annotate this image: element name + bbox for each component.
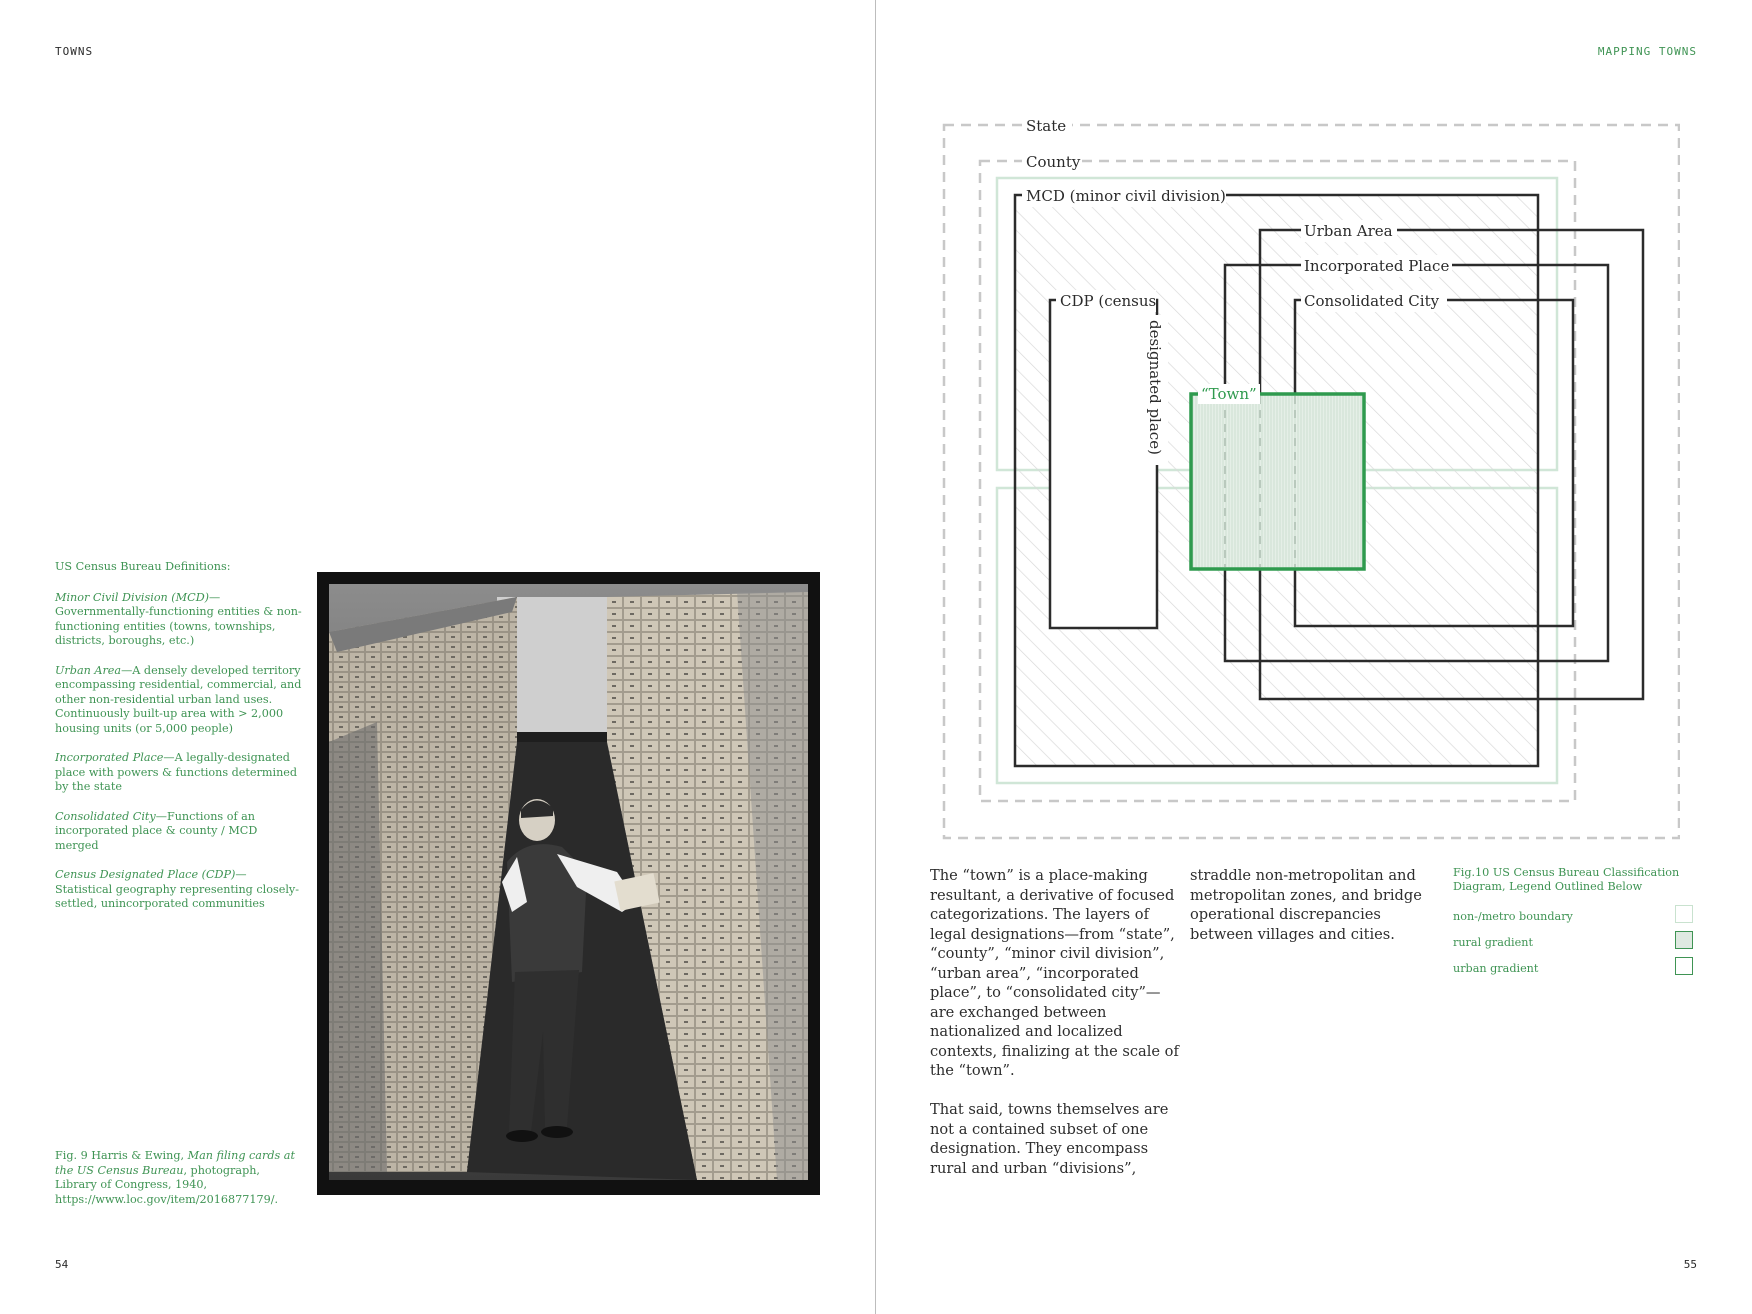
definition-text: —Governmentally-functioning entities & non-functioning entities (towns, townships, districts, boroughs, etc.) (55, 590, 302, 647)
legend-swatch-boundary (1675, 905, 1693, 923)
label-mcd: MCD (minor civil division) (1026, 187, 1226, 205)
definition-term: Incorporated Place (55, 751, 164, 764)
definition-consolidated-city (55, 810, 303, 854)
legend-label: rural gradient (1453, 936, 1533, 949)
body-paragraph-2: That said, towns themselves are not a contained subset of one designation. They encompass rural and urban “divisions”, (930, 1101, 1169, 1177)
page-gutter (875, 0, 876, 1314)
legend-label: non-/metro boundary (1453, 910, 1573, 923)
body-column-2 (1190, 866, 1435, 964)
legend-swatch-rural (1675, 931, 1693, 949)
diagram-legend (1453, 866, 1698, 988)
definition-text: —Functions of an incorporated place & county / MCD merged (55, 809, 258, 852)
definition-text: —Statistical geography representing closely-settled, unincorporated communities (55, 868, 300, 910)
label-consolidated-city: Consolidated City (1304, 292, 1440, 310)
running-head-right: MAPPING TOWNS (1597, 45, 1697, 58)
legend-figure-caption: Fig.10 US Census Bureau Classification Diagram, Legend Outlined Below (1453, 866, 1680, 893)
running-head-left: TOWNS (55, 45, 94, 58)
caption-title: Man filing cards at the US Census Bureau (55, 1149, 295, 1177)
caption-prefix: Fig. 9 Harris & Ewing, (55, 1149, 188, 1162)
body-paragraph-3: straddle non-metropolitan and metropolitan zones, and bridge operational discrepancies between villages and cities. (1190, 867, 1422, 943)
classification-diagram (940, 115, 1680, 845)
definition-term: Urban Area (55, 663, 122, 677)
label-town: “Town” (1201, 385, 1257, 403)
archival-photograph (317, 572, 820, 1195)
body-column-1 (930, 866, 1180, 1198)
legend-item-boundary (1453, 910, 1698, 936)
label-incorporated-place: Incorporated Place (1304, 257, 1450, 275)
definition-cdp (55, 868, 303, 912)
label-urban-area: Urban Area (1304, 222, 1393, 240)
caption-suffix: , photograph, Library of Congress, 1940, https://www.loc.gov/item/2016877179/. (55, 1163, 279, 1206)
left-page (0, 0, 875, 1314)
definition-text: —A densely developed territory encompassing residential, commercial, and other non-residential urban land uses. Continuously built-up area with > 2,000 housing units (or 5,000 people) (55, 663, 302, 735)
definition-mcd (55, 591, 303, 649)
folio-left: 54 (55, 1258, 69, 1271)
label-county: County (1026, 153, 1081, 171)
definition-urban-area (55, 664, 303, 737)
definition-text: —A legally-designated place with powers & functions determined by the state (55, 751, 298, 793)
legend-item-urban (1453, 962, 1698, 988)
definition-incorporated-place (55, 751, 303, 795)
definitions-block (55, 560, 303, 927)
label-cdp-line1: CDP (census (1060, 292, 1157, 310)
town-area (1191, 394, 1364, 569)
cdp-boundary (1050, 300, 1157, 628)
legend-swatch-urban (1675, 957, 1693, 975)
label-state: State (1026, 117, 1067, 135)
definition-term: Census Designated Place (CDP) (55, 868, 236, 881)
legend-item-rural (1453, 936, 1698, 962)
definition-term: Minor Civil Division (MCD) (55, 590, 210, 604)
body-paragraph-1: The “town” is a place-making resultant, a derivative of focused categorizations. The layers of legal designations—from “state”, “county”, “minor civil division”, “urban area”, “incorporated place”, to “consolidated city”—are exchanged between nationalized and localized contexts, finalizing at the scale of the “town”. (930, 867, 1179, 1079)
definition-term: Consolidated City (55, 809, 156, 823)
folio-right: 55 (1683, 1258, 1697, 1271)
label-cdp-line2: designated place) (1146, 320, 1164, 455)
definitions-heading: US Census Bureau Definitions: (55, 560, 231, 573)
figure-caption (55, 1149, 303, 1207)
legend-label: urban gradient (1453, 962, 1539, 975)
